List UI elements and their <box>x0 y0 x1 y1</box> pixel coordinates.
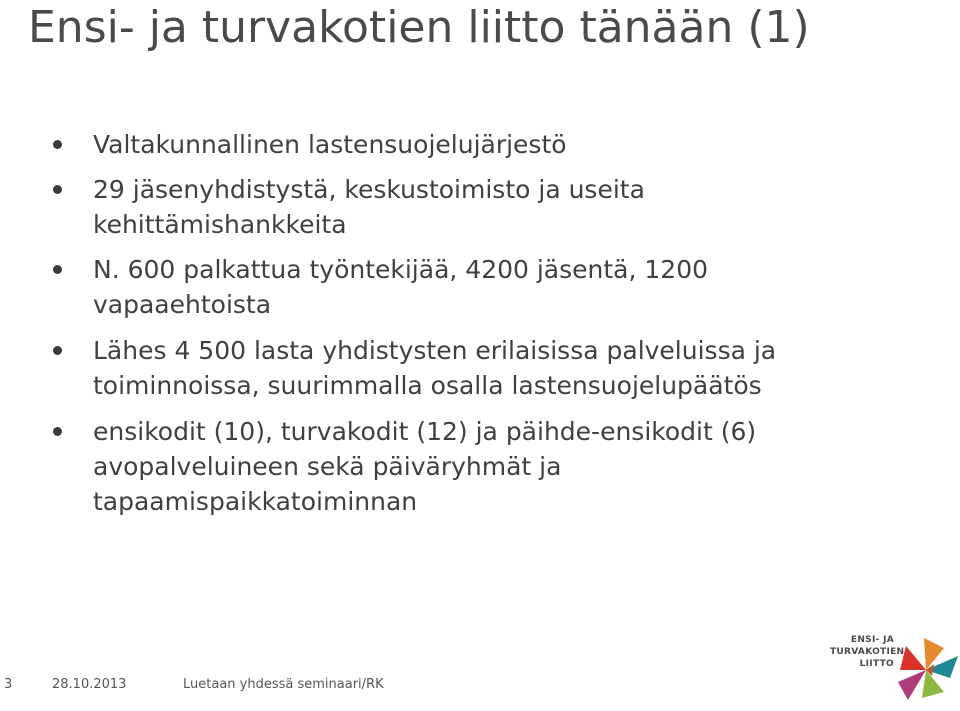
bullet-dot-icon <box>53 185 62 194</box>
organization-logo <box>830 626 960 711</box>
bullet-line: Valtakunnallinen lastensuojelujärjestö <box>93 130 567 159</box>
bullet-item <box>93 414 853 519</box>
bullet-dot-icon <box>53 140 62 149</box>
logo-line: TURVAKOTIEN <box>830 647 905 657</box>
bullet-item <box>93 172 853 242</box>
bullet-item <box>93 333 853 403</box>
logo-line: ENSI- JA <box>850 635 894 645</box>
bullet-line: kehittämishankkeita <box>93 210 347 239</box>
bullet-line: toiminnoissa, suurimmalla osalla lastensuojelupäätös <box>93 371 762 400</box>
bullet-line: ensikodit (10), turvakodit (12) ja päihde-ensikodit (6) <box>93 417 757 446</box>
footer-date: 28.10.2013 <box>52 677 127 692</box>
bullet-line: 29 jäsenyhdistystä, keskustoimisto ja useita <box>93 175 645 204</box>
bullet-line: N. 600 palkattua työntekijää, 4200 jäsentä, 1200 <box>93 255 709 284</box>
footer-text: Luetaan yhdessä seminaari/RK <box>183 677 384 692</box>
bullet-line: tapaamispaikkatoiminnan <box>93 487 418 516</box>
slide-number: 3 <box>4 677 13 692</box>
pinwheel-logo-icon <box>892 626 960 711</box>
pinwheel-magenta-blade <box>898 670 926 700</box>
slide-title: Ensi- ja turvakotien liitto tänään (1) <box>28 2 810 53</box>
bullet-dot-icon <box>53 427 62 436</box>
pinwheel-red-blade <box>900 646 926 670</box>
bullet-line: Lähes 4 500 lasta yhdistysten erilaisissa palveluissa ja <box>93 336 777 365</box>
bullet-dot-icon <box>53 346 62 355</box>
logo-line: LIITTO <box>859 659 894 669</box>
bullet-line: avopalveluineen sekä päiväryhmät ja <box>93 452 562 481</box>
bullet-item <box>93 127 853 162</box>
bullet-item <box>93 252 853 322</box>
logo-wordmark <box>830 634 905 670</box>
bullet-line: vapaaehtoista <box>93 290 272 319</box>
bullet-dot-icon <box>53 265 62 274</box>
